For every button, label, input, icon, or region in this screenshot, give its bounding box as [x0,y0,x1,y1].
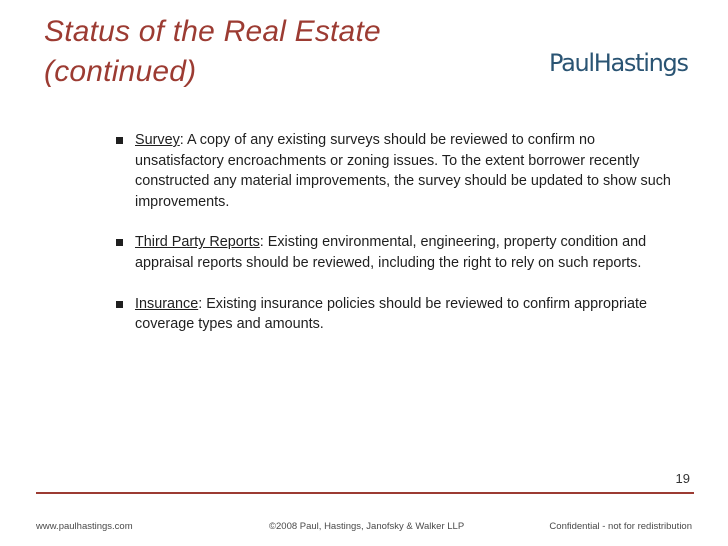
bullet-text-third-party-reports: : Existing environmental, engineering, property condition and appraisal reports should be reviewed, including the right to rely on such reports. [135,234,647,271]
bullet-list [114,130,684,335]
square-bullet-icon [116,137,123,144]
paul-hastings-logo: PaulHastings [549,49,688,77]
bullet-survey [114,130,684,212]
footer-confidential: Confidential - not for redistribution [549,521,692,532]
footer-divider [36,492,694,494]
footer-copyright: ©2008 Paul, Hastings, Janofsky & Walker LLP [269,521,465,532]
page-number: 19 [675,471,690,486]
bullet-text-insurance: : Existing insurance policies should be reviewed to confirm appropriate coverage types and amounts. [135,295,647,333]
bullet-term-survey: Survey [135,132,180,148]
bullet-insurance [114,294,684,335]
slide-title [44,12,381,92]
slide-title-line-1: Status of the Real Estate [44,15,381,48]
bullet-text-survey: : A copy of any existing surveys should be reviewed to confirm no unsatisfactory encroachments or zoning issues. To the extent borrower recently constructed any material improvements, the survey should be updated to show such improvements. [135,132,671,210]
slide-title-line-2: (continued) [44,55,197,88]
bullet-term-insurance: Insurance [135,295,199,312]
square-bullet-icon [116,239,123,246]
footer-url: www.paulhastings.com [36,521,133,532]
bullet-third-party-reports [114,232,684,273]
square-bullet-icon [116,301,123,308]
bullet-term-third-party-reports: Third Party Reports [135,234,260,251]
